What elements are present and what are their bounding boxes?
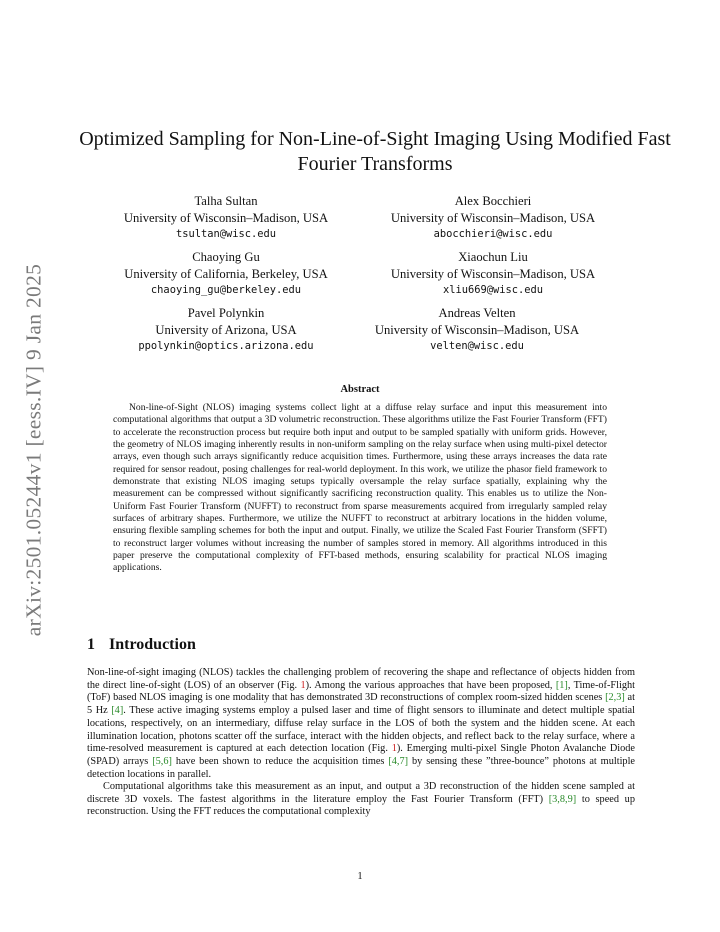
intro-paragraph-2	[87, 781, 635, 819]
text-run: Computational algorithms take this measurement as an input, and output a 3D reconstruction of the hidden scene sampled at discrete 3D voxels. The fastest algorithms in the literature employ the Fast Fourier Transform (FFT)	[87, 781, 635, 805]
author-email[interactable]: xliu669@wisc.edu	[442, 284, 544, 296]
text-run: ). Emerging multi-pixel Single Photon Avalanche Diode (SPAD) arrays	[87, 743, 635, 767]
arxiv-identifier-text: arXiv:2501.05244v1 [eess.IV] 9 Jan 2025	[21, 263, 46, 637]
author-name: Alex Bocchieri	[454, 194, 532, 208]
author-block	[96, 305, 356, 355]
citation-link[interactable]: [5,6]	[152, 755, 172, 767]
citation-link[interactable]: [4]	[111, 705, 124, 717]
text-run: to speed up reconstruction. Using the FFT reduces the computational complexity	[87, 793, 635, 818]
text-run: have been shown to reduce the acquisition times	[171, 755, 389, 767]
page-number: 1	[357, 871, 363, 882]
author-block	[347, 305, 607, 355]
citation-link[interactable]: [2,3]	[605, 692, 625, 704]
author-affiliation: University of California, Berkeley, USA	[124, 266, 328, 281]
text-run: , Time-of-Flight (ToF) based NLOS imaging is one modality that has demonstrated 3D reconstructions of complex room-sized hidden scenes	[87, 679, 635, 704]
intro-paragraph-1	[87, 667, 635, 781]
section-heading	[87, 636, 196, 654]
author-affiliation: University of Wisconsin–Madison, USA	[390, 210, 596, 225]
text-run: at 5 Hz	[87, 692, 635, 717]
citation-link[interactable]: [3,8,9]	[548, 793, 577, 805]
section-title: Introduction	[109, 636, 196, 653]
text-run: Non-line-of-sight imaging (NLOS) tackles the challenging problem of recovering the shape and reflectance of objects hidden from the direct line-of-sight (LOS) of an observer (Fig.	[87, 667, 635, 691]
section-number: 1	[87, 636, 95, 653]
figure-ref-link[interactable]: 1	[391, 743, 397, 755]
author-email[interactable]: velten@wisc.edu	[430, 340, 524, 352]
paper-title: Optimized Sampling for Non-Line-of-Sight Imaging Using Modified Fast Fourier Transforms	[79, 128, 671, 175]
author-name: Andreas Velten	[438, 306, 516, 320]
author-block	[96, 193, 356, 243]
author-name: Talha Sultan	[194, 194, 258, 208]
abstract-text: Non-line-of-Sight (NLOS) imaging systems collect light at a diffuse relay surface and input this measurement into computational algorithms that output a 3D volumetric reconstruction. These algorithms utilize the Fast Fourier Transform (FFT) to accelerate the reconstruction process but require both input and output to be sampled spatially with uniform grids. However, the geometry of NLOS imaging inherently results in non-uniform sampling on the relay surface when using multi-pixel detector arrays, even though such arrays significantly reduce acquisition times. Furthermore, using these arrays increases the data rate required for sensor readout, posing challenges for real-world deployment. In this work, we utilize the phasor field framework to demonstrate that existing NLOS imaging setups typically oversample the relay surface spatially, explaining why the measurement can be compressed without significantly sacrificing reconstruction quality. This enables us to utilize the Non-Uniform Fast Fourier Transform (NUFFT) to reconstruct from sparse measurements acquired from irregularly sampled relay surfaces of arbitrary shapes. Furthermore, we utilize the NUFFT to reconstruct at arbitrary locations in the hidden volume, ensuring flexible sampling schemes for both the input and output. Finally, we utilize the Scaled Fast Fourier Transform (SFFT) to reconstruct larger volumes without increasing the number of samples stored in memory. All algorithms introduced in this paper preserve the computational complexity of FFT-based methods, ensuring scalability for practical NLOS imaging applications.	[113, 402, 607, 574]
author-email[interactable]: ppolynkin@optics.arizona.edu	[138, 340, 314, 352]
abstract-heading: Abstract	[340, 384, 380, 395]
author-affiliation: University of Wisconsin–Madison, USA	[390, 266, 596, 281]
author-affiliation: University of Wisconsin–Madison, USA	[374, 322, 580, 337]
text-run: by sensing these ”three-bounce” photons at multiple detection locations in parallel.	[87, 755, 636, 780]
author-block	[363, 193, 623, 243]
citation-link[interactable]: [4,7]	[388, 755, 409, 767]
author-block	[96, 249, 356, 299]
author-name: Chaoying Gu	[192, 250, 260, 264]
author-email[interactable]: tsultan@wisc.edu	[175, 228, 277, 240]
author-name: Xiaochun Liu	[458, 250, 528, 264]
citation-link[interactable]: [1]	[555, 679, 568, 691]
author-block	[363, 249, 623, 299]
author-affiliation: University of Arizona, USA	[155, 322, 297, 337]
author-email[interactable]: abocchieri@wisc.edu	[433, 228, 553, 240]
figure-ref-link[interactable]: 1	[300, 679, 306, 691]
author-name: Pavel Polynkin	[187, 306, 265, 320]
author-email[interactable]: chaoying_gu@berkeley.edu	[150, 284, 302, 296]
text-run: ). Among the various approaches that have been proposed,	[305, 679, 556, 691]
author-affiliation: University of Wisconsin–Madison, USA	[123, 210, 329, 225]
text-run: . These active imaging systems employ a pulsed laser and time of flight sensors to illuminate and detect multiple spatial locations, respectively, on an intermediary, diffuse relay surface in the LOS of both the system and the hidden scene. At each illumination location, photons scatter off the surface, interact with the hidden objects, and reflect back to the relay surface, where a time-resolved measurement is captured at each detection location (Fig.	[87, 705, 635, 755]
